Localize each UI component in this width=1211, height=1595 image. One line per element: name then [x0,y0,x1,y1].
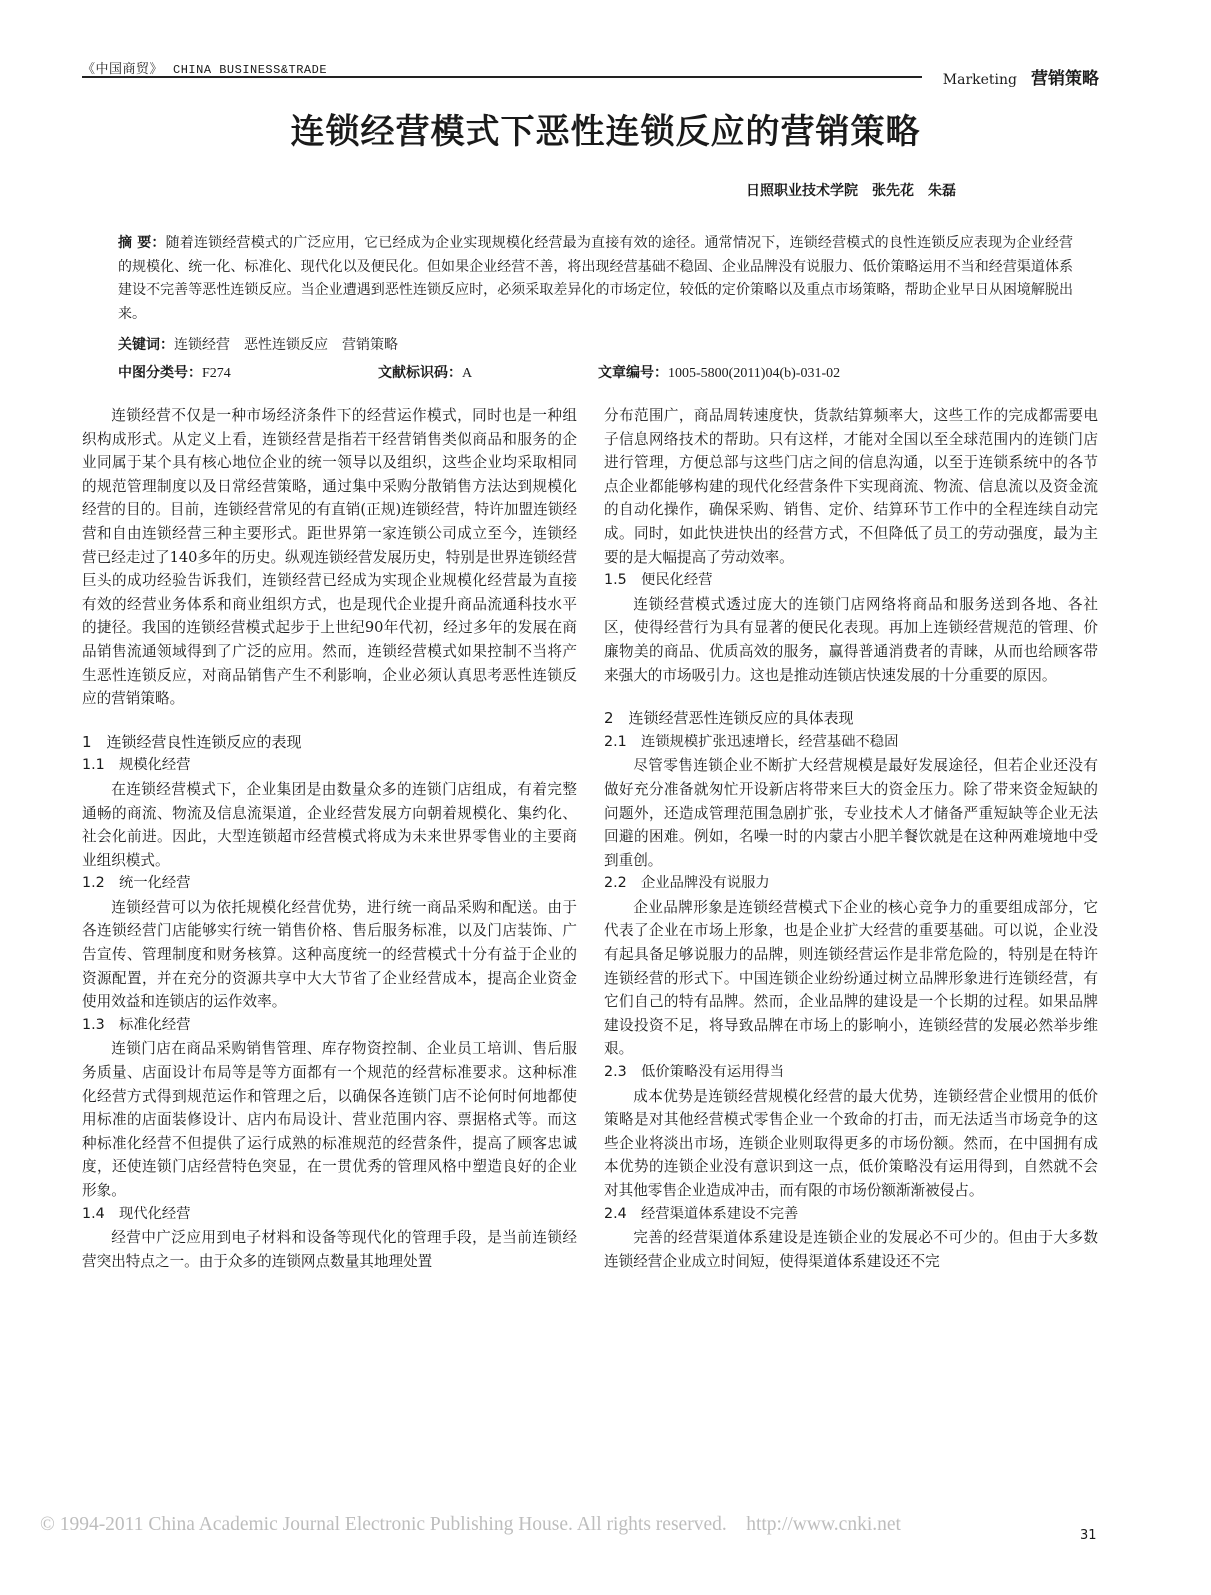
section-2-4-paragraph: 完善的经营渠道体系建设是连锁企业的发展必不可少的。但由于大多数连锁经营企业成立时间短，使得渠道体系建设还不完 [604,1229,1098,1270]
keywords-text: 连锁经营 恶性连锁反应 营销策略 [174,337,398,353]
section-en: Marketing [942,72,1017,88]
keywords [118,334,398,354]
section-1-4-paragraph: 经营中广泛应用到电子材料和设备等现代化的管理手段，是当前连锁经营突出特点之一。由于众多的连锁网点数量其地理处置 [82,1229,577,1270]
clc-number [118,362,231,382]
left-column [82,404,577,1273]
journal-name-en: CHINA BUSINESS&TRADE [173,63,328,77]
keywords-label: 关键词： [118,337,174,353]
article-number [598,362,840,382]
section-1-1-heading: 1.1 规模化经营 [82,757,191,774]
section-cn: 营销策略 [1031,69,1099,89]
page-number: 31 [1080,1528,1097,1543]
section-2-heading: 2 连锁经营恶性连锁反应的具体表现 [604,709,854,728]
section-tag [943,64,1099,89]
art-label: 文章编号： [598,365,668,381]
section-2-2-paragraph: 企业品牌形象是连锁经营模式下企业的核心竞争力的重要组成部分，它代表了企业在市场上形象，也是企业扩大经营的重要基础。可以说，企业没有起具备足够说服力的品牌，则连锁经营运作是非常危险的，特别是在特许连锁经营的形式下。中国连锁企业纷纷通过树立品牌形象进行连锁经营，有它们自己的特有品牌。然而，企业品牌的建设是一个长期的过程。如果品牌建设投资不足，将导致品牌在市场上的影响小，连锁经营的发展必然举步维艰。 [604,898,1098,1058]
section-1-5-heading: 1.5 便民化经营 [604,572,713,589]
section-1-2-paragraph: 连锁经营可以为依托规模化经营优势，进行统一商品采购和配送。由于各连锁经营门店能够实行统一销售价格、售后服务标准，以及门店装饰、广告宣传、管理制度和财务核算。这种高度统一的经营模式十分有益于企业的资源配置，并在充分的资源共享中大大节省了企业经营成本，提高企业资金使用效益和连锁店的运作效率。 [82,898,577,1011]
clc-value: F274 [202,366,231,381]
journal-name [82,58,327,77]
section-1-1-paragraph: 在连锁经营模式下，企业集团是由数量众多的连锁门店组成，有着完整通畅的商流、物流及信息流渠道，企业经营发展方向朝着规模化、集约化、社会化前进。因此，大型连锁超市经营模式将成为未来世界零售业的主要商业组织模式。 [82,780,577,869]
document-code [378,362,472,382]
section-1-3-paragraph: 连锁门店在商品采购销售管理、库存物资控制、企业员工培训、售后服务质量、店面设计布局等是等方面都有一个规范的经营标准要求。这种标准化经营方式得到规范运作和管理之后，以确保各连锁门店不论何时何地都使用标准的店面装修设计、店内布局设计、营业范围内容、票据格式等。而这种标准化经营不但提供了运行成熟的标准规范的经营条件，提高了顾客忠诚度，还使连锁门店经营特色突显，在一贯优秀的管理风格中塑造良好的企业形象。 [82,1040,577,1199]
doc-value: A [462,366,473,381]
art-value: 1005-5800(2011)04(b)-031-02 [668,366,841,381]
section-1-heading: 1 连锁经营良性连锁反应的表现 [82,732,302,751]
section-2-4-heading: 2.4 经营渠道体系建设不完善 [604,1205,799,1222]
right-column [604,404,1098,1273]
article-authors: 日照职业技术学院 张先花 朱磊 [746,183,956,199]
section-1-5-paragraph: 连锁经营模式透过庞大的连锁门店网络将商品和服务送到各地、各社区，使得经营行为具有显著的便民化表现。再加上连锁经营规范的管理、价廉物美的商品、优质高效的服务，赢得普通消费者的青睐，从而也给顾客带来强大的市场吸引力。这也是推动连锁店快速发展的十分重要的原因。 [604,595,1098,684]
section-2-2-heading: 2.2 企业品牌没有说服力 [604,875,770,892]
section-2-1-paragraph: 尽管零售连锁企业不断扩大经营规模是最好发展途径，但若企业还没有做好充分准备就匆忙开设新店将带来巨大的资金压力。除了带来资金短缺的问题外，还造成管理范围急剧扩张，专业技术人才储备严重短缺等企业无法回避的困难。例如，名噪一时的内蒙古小肥羊餐饮就是在这种两难境地中受到重创。 [604,757,1098,869]
header-rule [82,76,922,78]
section-1-2-heading: 1.2 统一化经营 [82,875,191,892]
clc-label: 中图分类号： [118,365,202,381]
journal-name-cn: 《中国商贸》 [82,62,164,77]
doc-label: 文献标识码： [378,365,462,381]
section-1-4-continued: 分布范围广，商品周转速度快，货款结算频率大，这些工作的完成都需要电子信息网络技术的帮助。只有这样，才能对全国以至全球范围内的连锁门店进行管理，方便总部与这些门店之间的信息沟通，以至于连锁系统中的各节点企业都能够构建的现代化经营条件下实现商流、物流、信息流以及资金流的自动化操作，确保采购、销售、定价、结算环节工作中的全程连续自动完成。同时，如此快进快出的经营方式，不但降低了员工的劳动强度，最为主要的是大幅提高了劳动效率。 [604,407,1098,566]
section-2-3-heading: 2.3 低价策略没有运用得当 [604,1064,785,1081]
section-1-4-heading: 1.4 现代化经营 [82,1205,191,1222]
section-2-3-paragraph: 成本优势是连锁经营规模化经营的最大优势，连锁经营企业惯用的低价策略是对其他经营模式零售企业一个致命的打击，而无法适当市场竞争的这些企业将淡出市场，连锁企业则取得更多的市场份额。然而，在中国拥有成本优势的连锁企业没有意识到这一点，低价策略没有运用得到，自然就不会对其他零售企业造成冲击，而有限的市场份额渐渐被侵占。 [604,1087,1098,1199]
copyright-watermark: © 1994-2011 China Academic Journal Electronic Publishing House. All rights reserved. http://www.cnki.net [40,1514,901,1535]
abstract [118,232,1073,326]
intro-paragraph: 连锁经营不仅是一种市场经济条件下的经营运作模式，同时也是一种组织构成形式。从定义上看，连锁经营是指若干经营销售类似商品和服务的企业同属于某个具有核心地位企业的统一领导以及组织，这些企业均采取相同的规范管理制度以及日常经营策略，通过集中采购分散销售方法达到规模化经营的目的。目前，连锁经营常见的有直销(正规)连锁经营，特许加盟连锁经营和自由连锁经营三种主要形式。距世界第一家连锁公司成立至今，连锁经营已经走过了140多年的历史。纵观连锁经营发展历史，特别是世界连锁经营巨头的成功经验告诉我们，连锁经营已经成为实现企业规模化经营最为直接有效的经营业务体系和商业组织方式，也是现代企业提升商品流通科技水平的捷径。我国的连锁经营模式起步于上世纪90年代初，经过多年的发展在商品销售流通领域得到了广泛的应用。然而，连锁经营模式如果控制不当将产生恶性连锁反应，对商品销售产生不利影响，企业必须认真思考恶性连锁反应的营销策略。 [82,407,577,708]
section-2-1-heading: 2.1 连锁规模扩张迅速增长，经营基础不稳固 [604,733,899,750]
abstract-label: 摘 要： [118,235,166,251]
section-1-3-heading: 1.3 标准化经营 [82,1016,191,1033]
article-title: 连锁经营模式下恶性连锁反应的营销策略 [290,112,921,152]
abstract-text: 随着连锁经营模式的广泛应用，它已经成为企业实现规模化经营最为直接有效的途径。通常情况下，连锁经营模式的良性连锁反应表现为企业经营的规模化、统一化、标准化、现代化以及便民化。但如果企业经营不善，将出现经营基础不稳固、企业品牌没有说服力、低价策略运用不当和经营渠道体系建设不完善等恶性连锁反应。当企业遭遇到恶性连锁反应时，必须采取差异化的市场定位，较低的定价策略以及重点市场策略，帮助企业早日从困境解脱出来。 [118,235,1074,322]
